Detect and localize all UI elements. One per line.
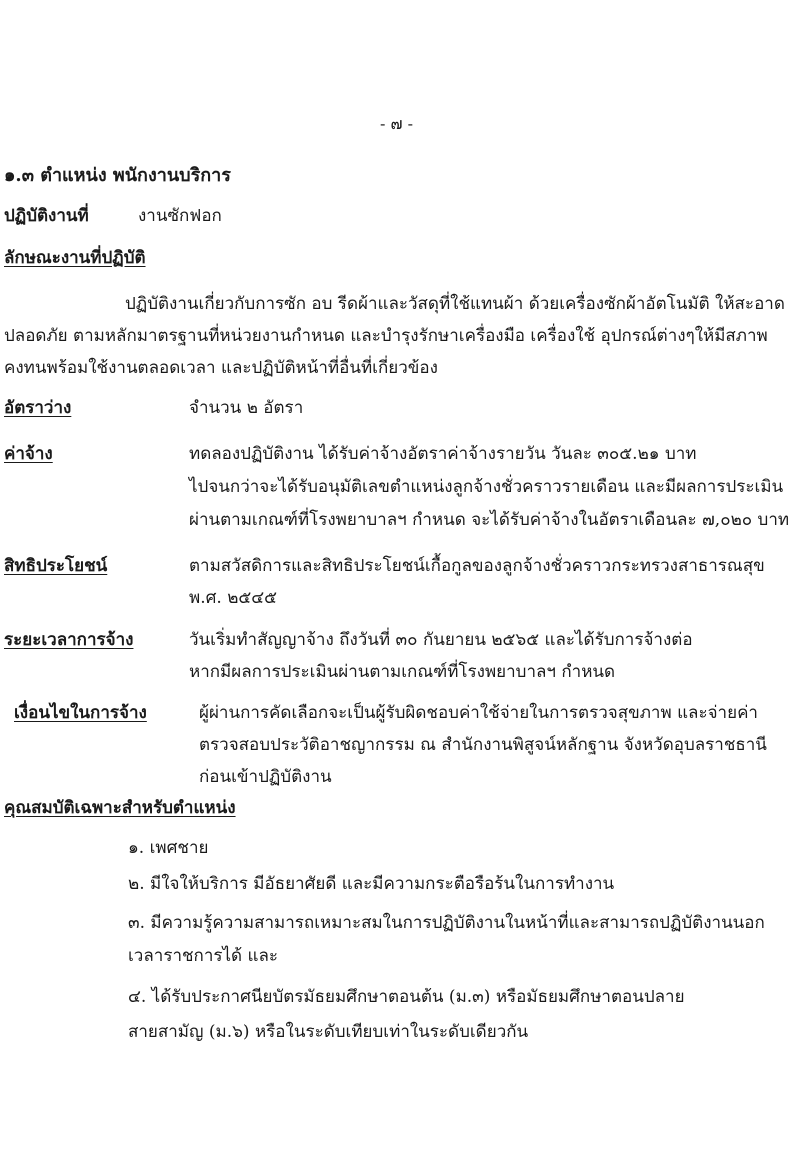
qualification-item: ๔. ได้รับประกาศนียบัตรมัธยมศึกษาตอนต้น (ม.๓) หรือมัธยมศึกษาตอนปลาย: [128, 987, 685, 1007]
benefits-line: พ.ศ. ๒๕๔๕: [189, 588, 278, 608]
position-heading: ๑.๓ ตำแหน่ง พนักงานบริการ: [4, 165, 231, 186]
period-line: หากมีผลการประเมินผ่านตามเกณฑ์ที่โรงพยาบาลฯ กำหนด: [189, 662, 616, 682]
conditions-line: ผู้ผ่านการคัดเลือกจะเป็นผู้รับผิดชอบค่าใช้จ่ายในการตรวจสุขภาพ และจ่ายค่า: [199, 703, 758, 723]
vacancy-label: อัตราว่าง: [4, 398, 72, 418]
wage-line: ผ่านตามเกณฑ์ที่โรงพยาบาลฯ กำหนด จะได้รับค่าจ้างในอัตราเดือนละ ๗,๐๒๐ บาท: [189, 510, 790, 530]
period-line: วันเริ่มทำสัญญาจ้าง ถึงวันที่ ๓๐ กันยายน ๒๕๖๕ และได้รับการจ้างต่อ: [189, 630, 693, 650]
conditions-label: เงื่อนไขในการจ้าง: [14, 703, 147, 723]
page-number: - ๗ -: [380, 114, 414, 133]
qualifications-heading: คุณสมบัติเฉพาะสำหรับตำแหน่ง: [4, 798, 236, 818]
qualification-item: ๒. มีใจให้บริการ มีอัธยาศัยดี และมีความกระตือรือร้นในการทำงาน: [128, 874, 615, 894]
workplace-label: ปฏิบัติงานที่: [4, 206, 89, 226]
duties-line: คงทนพร้อมใช้งานตลอดเวลา และปฏิบัติหน้าที่อื่นที่เกี่ยวข้อง: [4, 358, 438, 378]
qualification-item: ๓. มีความรู้ความสามารถเหมาะสมในการปฏิบัติงานในหน้าที่และสามารถปฏิบัติงานนอก: [128, 913, 765, 933]
qualification-item: ๑. เพศชาย: [128, 838, 209, 858]
duties-line: ปฏิบัติงานเกี่ยวกับการซัก อบ รีดผ้าและวัสดุที่ใช้แทนผ้า ด้วยเครื่องซักผ้าอัตโนมัติ ให้สะอาด: [125, 294, 785, 314]
vacancy-value: จำนวน ๒ อัตรา: [189, 398, 304, 418]
benefits-line: ตามสวัสดิการและสิทธิประโยชน์เกื้อกูลของลูกจ้างชั่วคราวกระทรวงสาธารณสุข: [189, 556, 765, 576]
conditions-line: ตรวจสอบประวัติอาชญากรรม ณ สำนักงานพิสูจน์หลักฐาน จังหวัดอุบลราชธานี: [199, 735, 767, 755]
duties-heading: ลักษณะงานที่ปฏิบัติ: [4, 248, 146, 268]
qualification-item-continued: เวลาราชการได้ และ: [128, 946, 279, 966]
duties-line: ปลอดภัย ตามหลักมาตรฐานที่หน่วยงานกำหนด และบำรุงรักษาเครื่องมือ เครื่องใช้ อุปกรณ์ต่างๆให้มีสภาพ: [4, 326, 768, 346]
workplace-value: งานซักฟอก: [138, 206, 222, 226]
qualification-item-continued: สายสามัญ (ม.๖) หรือในระดับเทียบเท่าในระดับเดียวกัน: [128, 1022, 529, 1042]
wage-line: ทดลองปฏิบัติงาน ได้รับค่าจ้างอัตราค่าจ้างรายวัน วันละ ๓๐๕.๒๑ บาท: [189, 444, 697, 464]
period-label: ระยะเวลาการจ้าง: [4, 630, 134, 650]
wage-line: ไปจนกว่าจะได้รับอนุมัติเลขตำแหน่งลูกจ้างชั่วคราวรายเดือน และมีผลการประเมิน: [189, 477, 784, 497]
conditions-line: ก่อนเข้าปฏิบัติงาน: [199, 767, 332, 787]
benefits-label: สิทธิประโยชน์: [4, 556, 108, 576]
wage-label: ค่าจ้าง: [4, 444, 53, 464]
